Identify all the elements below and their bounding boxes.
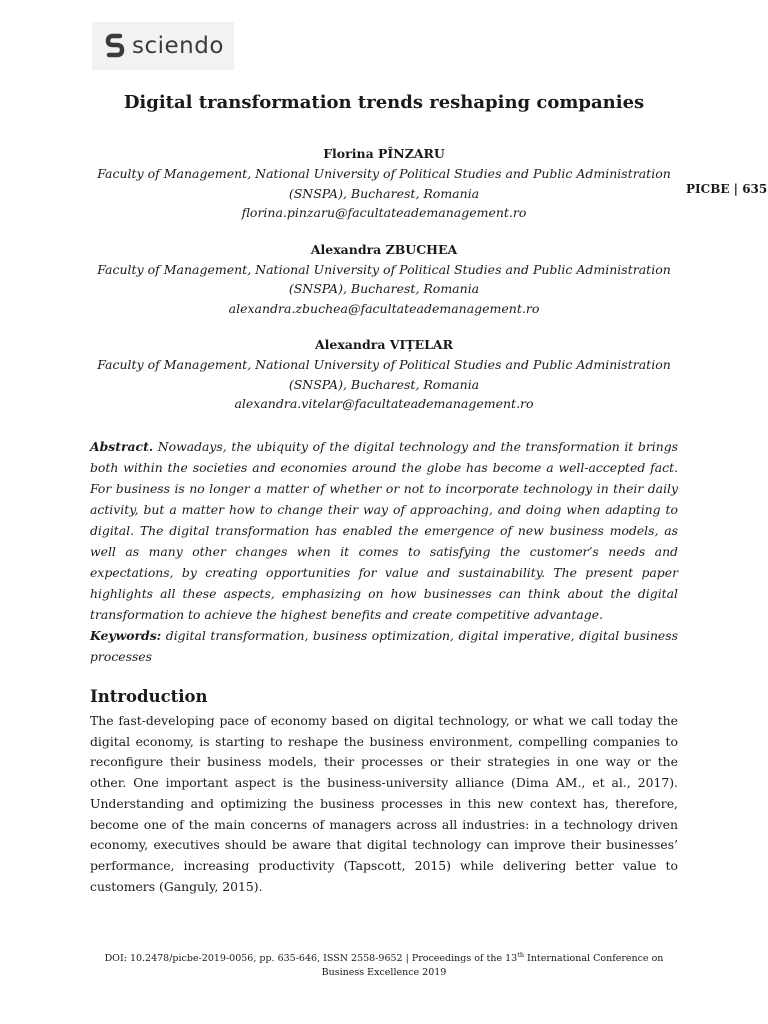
- footer-line: [90, 948, 678, 966]
- author-name: Florina PÎNZARU: [323, 146, 445, 161]
- author-affiliation: Faculty of Management, National University of Political Studies and Public Administration: [97, 357, 671, 372]
- introduction-paragraph: The fast-developing pace of economy based on digital technology, or what we call today the digital economy, is starting to reshape the business environment, compelling companies to reconfigure their business models, their processes or their strategies in one way or the other. One important aspect is the business-university alliance (Dima AM., et al., 2017). Understanding and optimizing the business processes in this new context has, therefore, become one of the main concerns of managers across all industries: in a technology driven economy, executives should be aware that digital technology can improve their businesses’ performance, increasing productivity (Tapscott, 2015) while delivering better value to customers (Ganguly, 2015).: [90, 713, 678, 894]
- abstract: [90, 436, 678, 625]
- keywords-text: digital transformation, business optimization, digital imperative, digital business processes: [90, 628, 678, 664]
- paper-title: Digital transformation trends reshaping companies: [123, 92, 645, 113]
- author-affiliation: Faculty of Management, National University of Political Studies and Public Administration: [97, 261, 671, 277]
- footer-superscript: th: [517, 951, 525, 959]
- abstract-text: Nowadays, the ubiquity of the digital technology and the transformation it brings both within the societies and economies around the globe has become a well-accepted fact. For business is no longer a matter of whether or not to incorporate technology in their daily activity, but a matter how to change their way of approaching, and doing when adapting to digital. The digital transformation has enabled the emergence of new business models, as well as many other changes when it comes to satisfying the customer’s needs and expectations, by creating opportunities for value and sustainability. The present paper highlights all these aspects, emphasizing on how businesses can think about the digital transformation to achieve the highest benefits and create competitive advantage.: [90, 439, 678, 622]
- author-name: Alexandra ZBUCHEA: [310, 241, 458, 257]
- abstract-label: Abstract.: [90, 439, 154, 454]
- author-block: [90, 240, 678, 319]
- keywords: [90, 625, 678, 667]
- author-name: Alexandra VIȚELAR: [314, 337, 454, 352]
- page-footer: [90, 948, 678, 980]
- author-affiliation: Faculty of Management, National University of Political Studies and Public Administration: [97, 166, 671, 181]
- author-email: alexandra.zbuchea@facultateademanagement.ro: [228, 300, 540, 316]
- author-block: [90, 144, 678, 223]
- sciendo-logo-icon: [104, 31, 126, 61]
- publisher-logo: [92, 22, 234, 70]
- footer-line: Business Excellence 2019: [321, 967, 447, 979]
- page-tag: PICBE | 635: [686, 182, 768, 196]
- section-heading: Introduction: [90, 687, 208, 706]
- keywords-label: Keywords:: [90, 628, 162, 643]
- author-affiliation: (SNSPA), Bucharest, Romania: [288, 281, 480, 296]
- author-email: alexandra.vitelar@facultateademanagement.ro: [234, 396, 534, 411]
- footer-doi: DOI: 10.2478/picbe-2019-0056, pp. 635-646, ISSN 2558-9652 | Proceedings of the 13: [104, 953, 518, 965]
- author-block: [90, 335, 678, 414]
- author-affiliation: (SNSPA), Bucharest, Romania: [288, 185, 480, 201]
- author-list: [90, 144, 678, 431]
- author-affiliation: (SNSPA), Bucharest, Romania: [288, 376, 480, 392]
- footer-conference: International Conference on: [524, 953, 664, 965]
- author-email: florina.pinzaru@facultateademanagement.ro: [241, 205, 527, 220]
- logo-text: sciendo: [132, 33, 224, 59]
